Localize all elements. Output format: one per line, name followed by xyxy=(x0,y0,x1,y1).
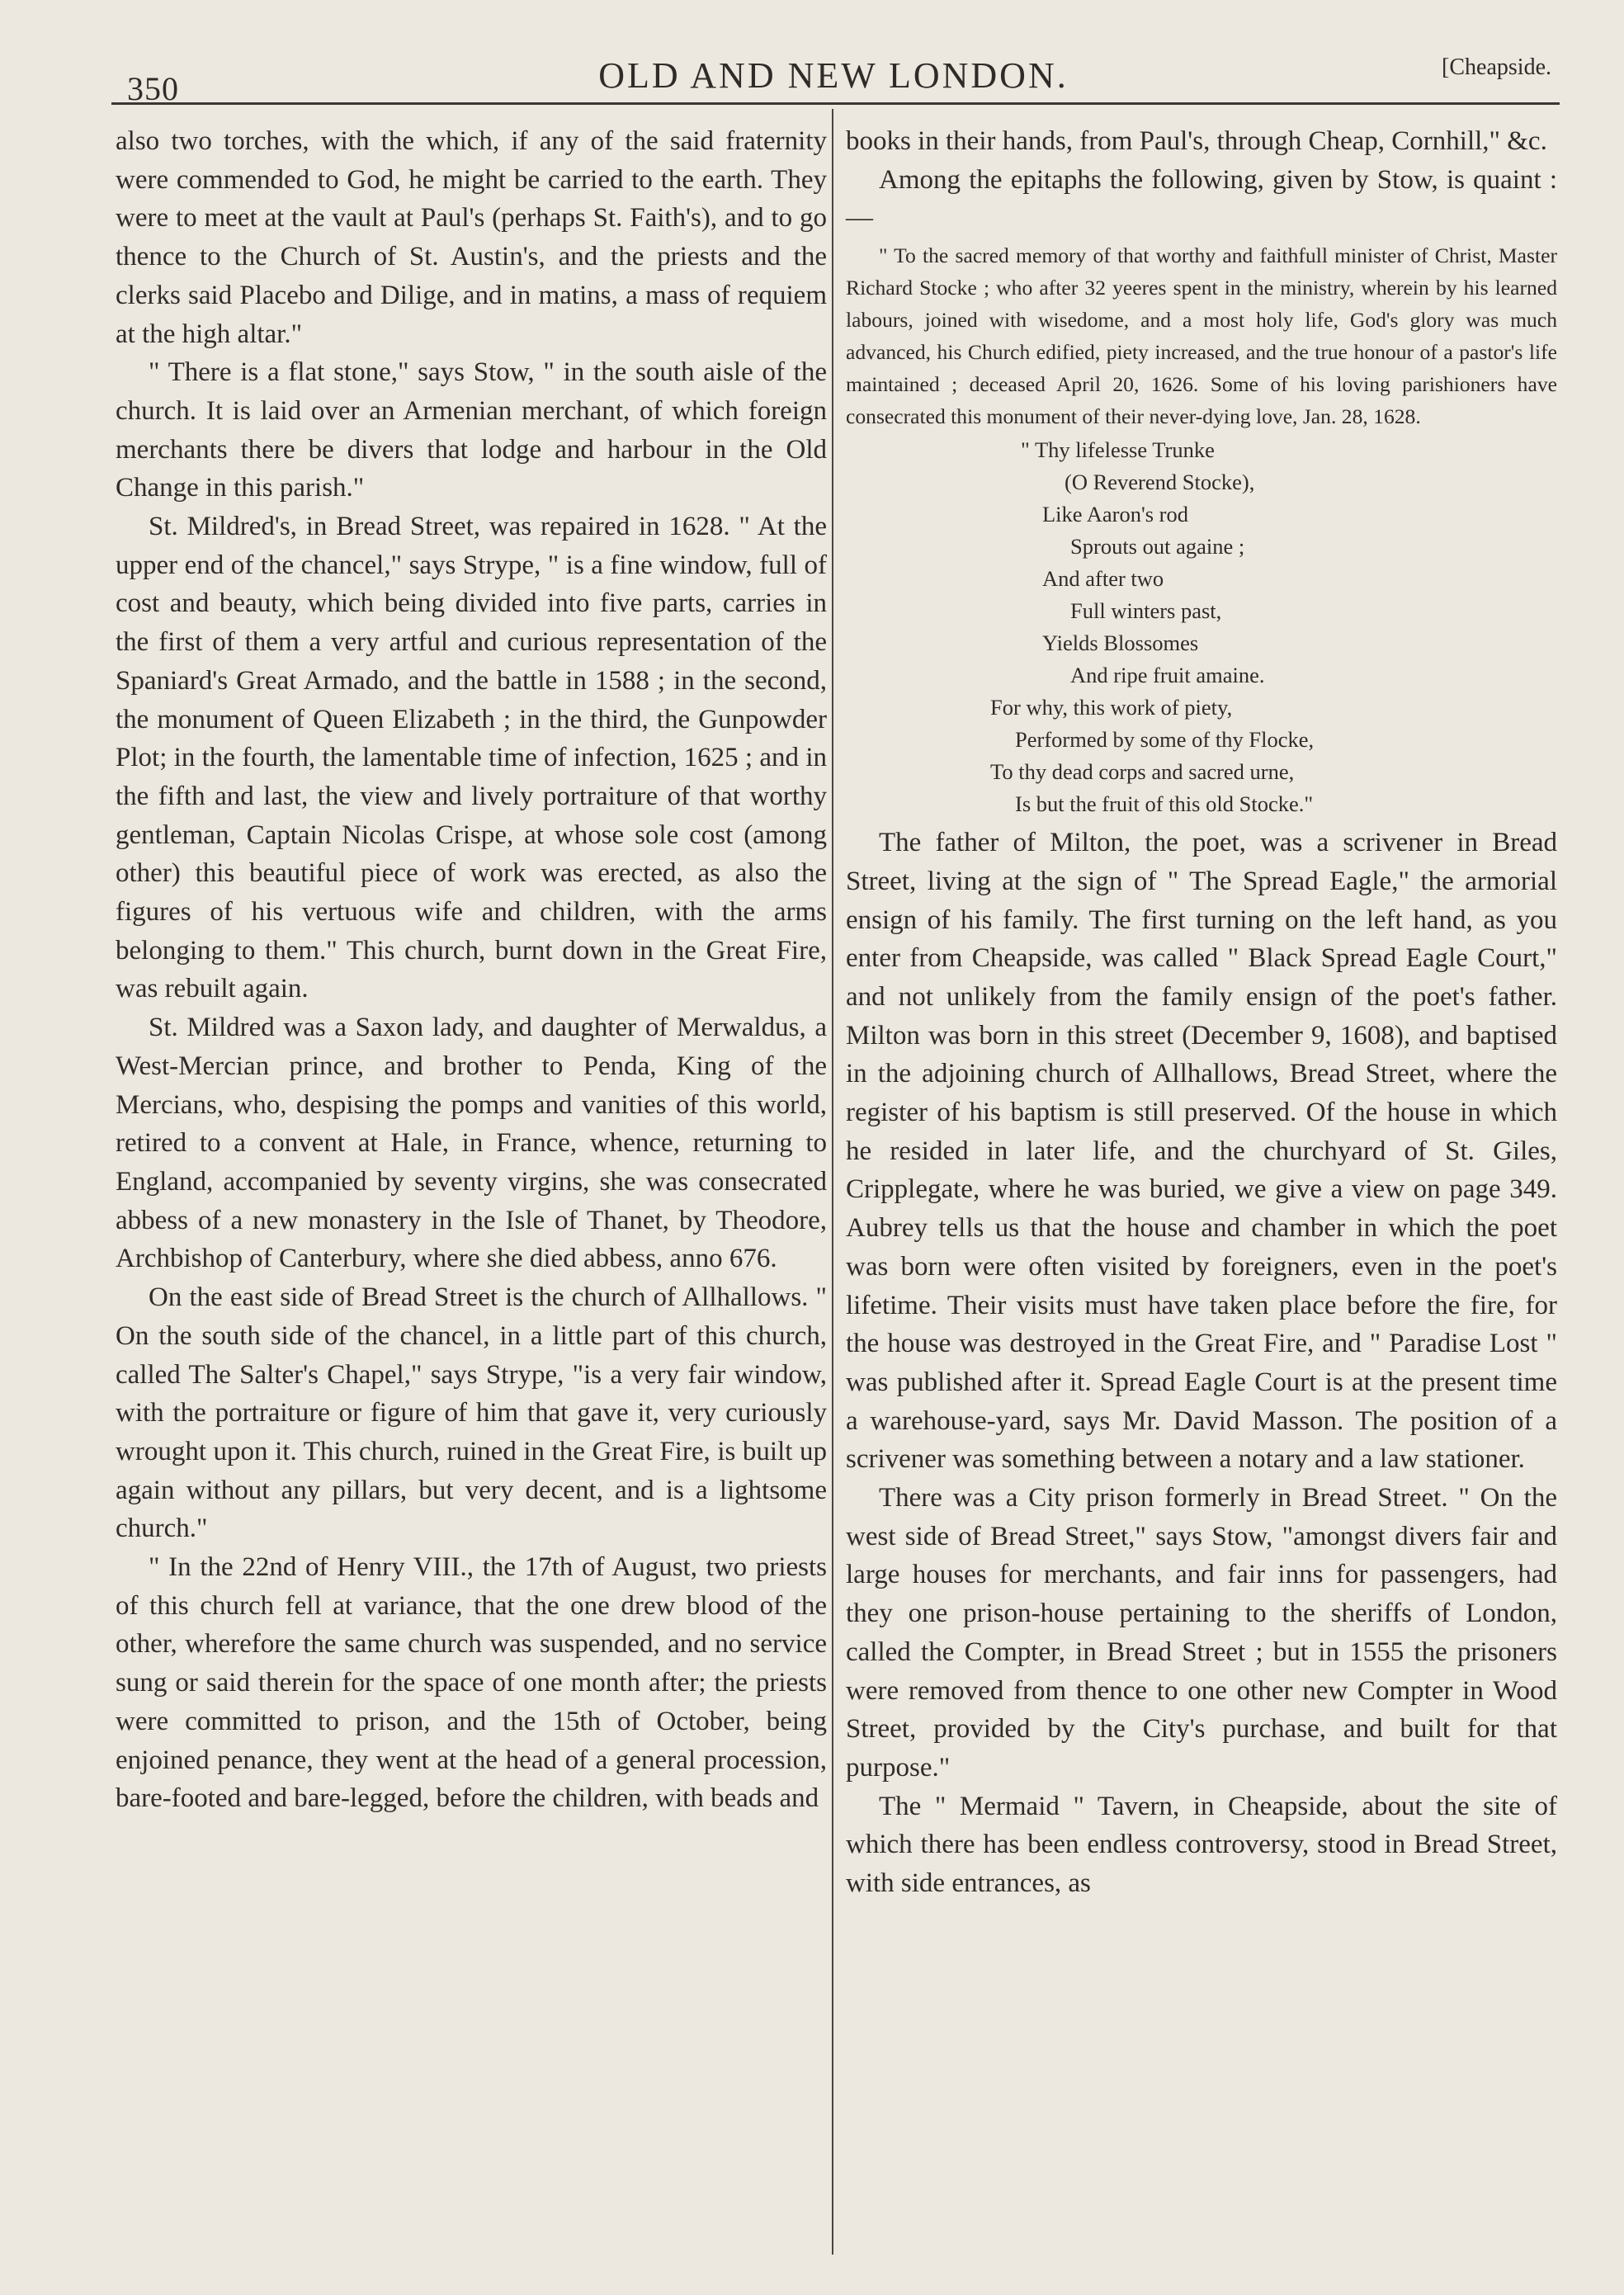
verse-line: For why, this work of piety, xyxy=(990,695,1233,720)
verse-line: Sprouts out againe ; xyxy=(1070,534,1245,560)
verse-line: Performed by some of thy Flocke, xyxy=(1015,727,1315,753)
epitaph-quote: " To the sacred memory of that worthy and faithfull minister of Christ, Master Richard Stocke ; who after 32 yeeres spent in the ministry, wherein by his learned labours, joined with wisedome, and a most holy life, God's glory was much advanced, his Church edified, piety increased, and the true honour of a pastor's life maintained ; deceased April 20, 1626. Some of his loving parishioners have consecrated this monument of their never-dying love, Jan. 28, 1628. xyxy=(846,243,1557,429)
right-column xyxy=(846,122,1557,1903)
verse-line: Yields Blossomes xyxy=(1042,630,1199,656)
paragraph: The father of Milton, the poet, was a scrivener in Bread Street, living at the sign of " The Spread Eagle," the armorial ensign of his family. The first turning on the left hand, as you enter from Cheapside, was called " Black Spread Eagle Court," and not unlikely from the family ensign of the poet's father. Milton was born in this street (December 9, 1608), and baptised in the adjoining church of Allhallows, Bread Street, where the register of his baptism is still preserved. Of the house in which he resided in later life, and the churchyard of St. Giles, Cripplegate, where he was buried, we give a view on page 349. Aubrey tells us that the house and chamber in which the poet was born were often visited by foreigners, even in the poet's lifetime. Their visits must have taken place before the fire, for the house was destroyed in the Great Fire, and " Paradise Lost " was published after it. Spread Eagle Court is at the present time a warehouse-yard, says Mr. David Masson. The position of a scrivener was something between a notary and a law stationer. xyxy=(846,828,1557,1475)
section-label: [Cheapside. xyxy=(1442,54,1551,80)
verse-line: And ripe fruit amaine. xyxy=(1070,663,1265,688)
running-title: OLD AND NEW LONDON. xyxy=(598,55,1069,96)
paragraph: books in their hands, from Paul's, through Cheap, Cornhill," &c. xyxy=(846,126,1547,156)
paragraph: St. Mildred's, in Bread Street, was repaired in 1628. " At the upper end of the chancel," says Strype, " is a fine window, full of cost and beauty, which being divided into five parts, carries in the first of them a very artful and curious representation of the Spaniard's Great Armado, and the battle in 1588 ; in the second, the monument of Queen Elizabeth ; in the third, the Gunpowder Plot; in the fourth, the lamentable time of infection, 1625 ; and in the fifth and last, the view and lively portraiture of that worthy gentleman, Captain Nicolas Crispe, at whose sole cost (among other) this beautiful piece of work was erected, as also the figures of his vertuous wife and children, with the arms belonging to them." This church, burnt down in the Great Fire, was rebuilt again. xyxy=(116,512,827,1004)
page-number: 350 xyxy=(127,70,179,107)
paragraph: The " Mermaid " Tavern, in Cheapside, about the site of which there has been endless controversy, stood in Bread Street, with side entrances, as xyxy=(846,1791,1557,1899)
verse-line: Is but the fruit of this old Stocke." xyxy=(1015,791,1314,817)
verse-line: (O Reverend Stocke), xyxy=(1065,470,1255,495)
verse-line: And after two xyxy=(1042,566,1164,592)
left-column xyxy=(116,122,827,1818)
paragraph: On the east side of Bread Street is the church of Allhallows. " On the south side of the chancel, in a little part of this church, called The Salter's Chapel," says Strype, "is a very fair window, with the portraiture or figure of him that gave it, very curiously wrought upon it. This church, ruined in the Great Fire, is built up again without any pillars, but very decent, and is a lightsome church." xyxy=(116,1282,827,1544)
page-header xyxy=(116,48,1551,106)
paragraph: There was a City prison formerly in Bread Street. " On the west side of Bread Street," says Stow, "amongst divers fair and large houses for merchants, and fair inns for passengers, had they one prison-house pertaining to the sheriffs of London, called the Compter, in Bread Street ; but in 1555 the prisoners were removed from thence to one other new Compter in Wood Street, provided by the City's purchase, and built for that purpose." xyxy=(846,1483,1557,1783)
verse-line: To thy dead corps and sacred urne, xyxy=(990,759,1295,785)
column-divider xyxy=(832,109,833,2255)
paragraph: St. Mildred was a Saxon lady, and daughter of Merwaldus, a West-Mercian prince, and brother to Penda, King of the Mercians, who, despising the pomps and vanities of this world, retired to a convent at Hale, in France, whence, returning to England, accompanied by seventy virgins, she was consecrated abbess of a new monastery in the Isle of Thanet, by Theodore, Archbishop of Canterbury, where she died abbess, anno 676. xyxy=(116,1013,827,1274)
verse-line: Like Aaron's rod xyxy=(1042,502,1188,527)
header-rule xyxy=(111,102,1560,105)
paragraph: " In the 22nd of Henry VIII., the 17th of August, two priests of this church fell at variance, that the one drew blood of the other, wherefore the same church was suspended, and no service sung or said therein for the space of one month after; the priests were committed to prison, and the 15th of October, being enjoined penance, they went at the head of a general procession, bare-footed and bare-legged, before the children, with beads and xyxy=(116,1552,827,1814)
paragraph: also two torches, with the which, if any of the said fraternity were commended to God, he might be carried to the earth. They were to meet at the vault at Paul's (perhaps St. Faith's), and to go thence to the Church of St. Austin's, and the priests and the clerks said Placebo and Dilige, and in matins, a mass of requiem at the high altar." xyxy=(116,126,827,349)
paragraph: Among the epitaphs the following, given by Stow, is quaint :— xyxy=(846,164,1557,234)
verse-line: Full winters past, xyxy=(1070,598,1222,624)
epitaph-verse xyxy=(846,434,1557,820)
paragraph: " There is a flat stone," says Stow, " in the south aisle of the church. It is laid over an Armenian merchant, of which foreign merchants there be divers that lodge and harbour in the Old Change in this parish." xyxy=(116,357,827,503)
verse-line: " Thy lifelesse Trunke xyxy=(1021,437,1215,463)
